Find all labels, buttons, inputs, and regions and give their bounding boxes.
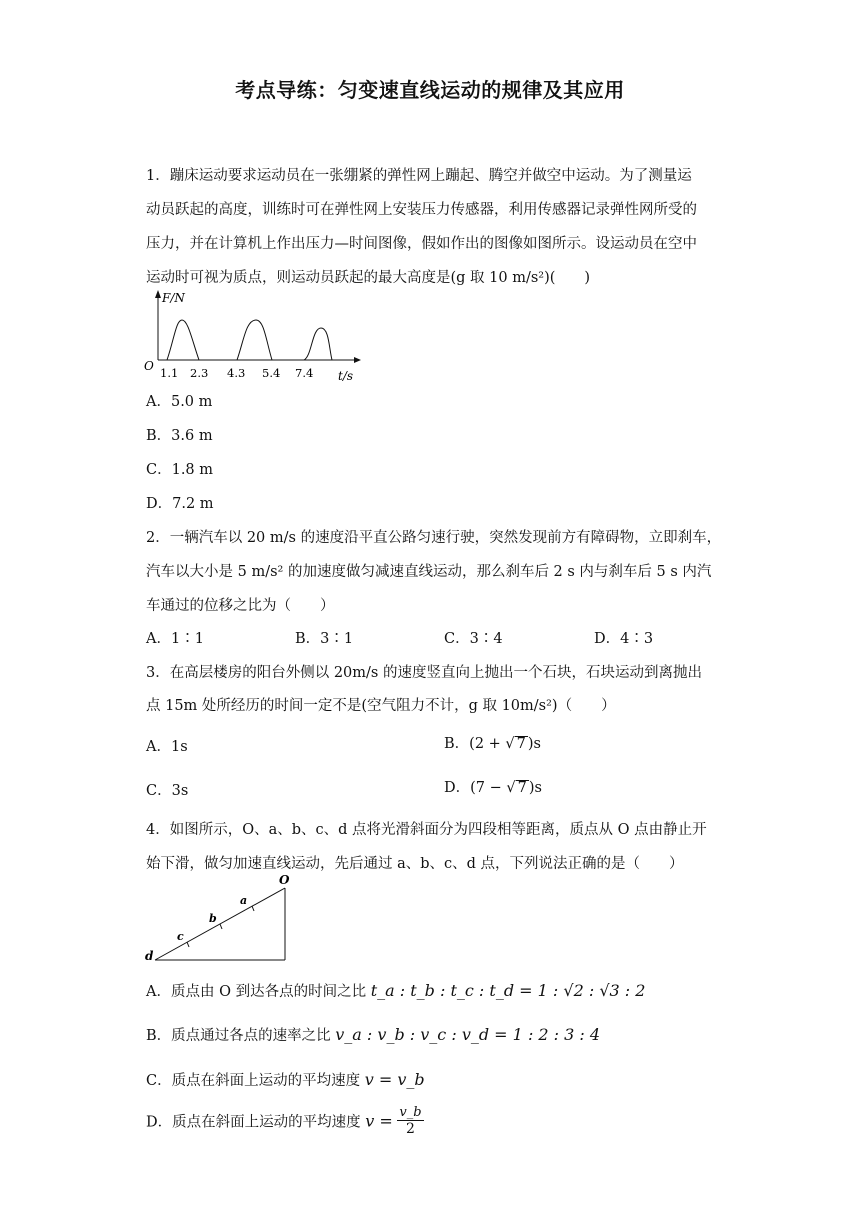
option-b-text: B．质点通过各点的速率之比 xyxy=(146,1028,331,1044)
y-axis-arrow xyxy=(155,290,161,298)
q3-option-b[interactable]: B．(2 + √ 7 )s xyxy=(444,736,541,752)
page-title: 考点导练：匀变速直线运动的规律及其应用 xyxy=(235,78,625,102)
tick-label: 2.3 xyxy=(190,366,209,380)
pulse-1 xyxy=(167,320,199,360)
label-c: c xyxy=(177,930,184,943)
q1-option-d[interactable]: D．7.2 m xyxy=(146,496,214,512)
q2-line-3: 车通过的位移之比为（ ） xyxy=(146,598,335,614)
tick-b xyxy=(220,924,222,929)
option-b-open: (2 + xyxy=(469,736,506,752)
label-b: b xyxy=(209,912,217,925)
label-d: d xyxy=(145,949,154,963)
label-o: O xyxy=(279,873,290,887)
q1-line-1: 1．蹦床运动要求运动员在一张绷紧的弹性网上蹦起、腾空并做空中运动。为了测量运 xyxy=(146,168,692,184)
option-d-prefix: D． xyxy=(444,780,471,796)
option-b-prefix: B． xyxy=(444,736,470,752)
incline-diagram xyxy=(140,868,300,966)
option-b-radicand: 7 xyxy=(516,736,526,752)
option-c-text: C．质点在斜面上运动的平均速度 xyxy=(146,1073,361,1089)
fraction-numerator: v_b xyxy=(399,1105,422,1120)
q3-option-c[interactable]: C．3s xyxy=(146,783,189,799)
q3-line-1: 3．在高层楼房的阳台外侧以 20m/s 的速度竖直向上抛出一个石块，石块运动到离抛出 xyxy=(146,665,702,681)
tick-label: 7.4 xyxy=(295,366,314,380)
option-d-radicand: 7 xyxy=(517,780,527,796)
q4-option-a[interactable] xyxy=(146,980,645,1001)
q1-option-a[interactable]: A．5.0 m xyxy=(146,394,213,410)
pulse-3 xyxy=(304,328,332,360)
x-axis-label: t/s xyxy=(338,369,354,383)
q2-option-b[interactable]: B．3∶1 xyxy=(295,631,354,647)
option-d-open: (7 − xyxy=(470,780,507,796)
q4-option-d[interactable] xyxy=(146,1105,424,1137)
tick-a xyxy=(252,906,254,911)
pulse-2 xyxy=(237,320,272,360)
tick-label: 5.4 xyxy=(262,366,281,380)
fraction-denominator: 2 xyxy=(406,1121,415,1137)
option-d-lhs: v = xyxy=(365,1111,393,1131)
q1-line-3: 压力，并在计算机上作出压力—时间图像，假如作出的图像如图所示。设运动员在空中 xyxy=(146,236,697,252)
q3-option-d[interactable]: D．(7 − √ 7 )s xyxy=(444,780,542,796)
x-axis-arrow xyxy=(354,357,361,363)
q2-option-c[interactable]: C．3∶4 xyxy=(444,631,503,647)
q2-option-d[interactable]: D．4∶3 xyxy=(594,631,654,647)
q4-option-b[interactable] xyxy=(146,1024,600,1045)
force-time-graph xyxy=(140,288,370,384)
q1-line-4: 运动时可视为质点，则运动员跃起的最大高度是(g 取 10 m/s²)( ) xyxy=(146,270,591,286)
tick-c xyxy=(187,942,189,947)
q4-line-1: 4．如图所示，O、a、b、c、d 点将光滑斜面分为四段相等距离，质点从 O 点由静止开 xyxy=(146,822,707,838)
q1-line-2: 动员跃起的高度，训练时可在弹性网上安装压力传感器，利用传感器记录弹性网所受的 xyxy=(146,202,697,218)
label-a: a xyxy=(240,894,248,907)
q2-line-2: 汽车以大小是 5 m/s² 的加速度做匀减速直线运动，那么刹车后 2 s 内与刹车后 5 s 内汽 xyxy=(146,564,712,580)
option-a-text: A．质点由 O 到达各点的时间之比 xyxy=(146,984,367,1000)
q2-option-a[interactable]: A．1∶1 xyxy=(146,631,204,647)
q1-option-c[interactable]: C．1.8 m xyxy=(146,462,214,478)
option-d-close: )s xyxy=(528,780,542,796)
option-d-fraction xyxy=(397,1105,423,1137)
tick-label: 1.1 xyxy=(160,366,179,380)
option-d-text: D．质点在斜面上运动的平均速度 xyxy=(146,1114,361,1131)
q3-line-2: 点 15m 处所经历的时间一定不是(空气阻力不计，g 取 10m/s²)（ ） xyxy=(146,698,616,714)
tick-label: 4.3 xyxy=(227,366,246,380)
option-b-close: )s xyxy=(527,736,541,752)
option-b-formula: v_a : v_b : v_c : v_d = 1 : 2 : 3 : 4 xyxy=(335,1025,601,1044)
q4-option-c[interactable] xyxy=(146,1069,425,1090)
y-axis-label: F/N xyxy=(162,291,185,305)
option-a-formula: t_a : t_b : t_c : t_d = 1 : √2 : √3 : 2 xyxy=(370,981,646,1000)
option-c-formula: v = v_b xyxy=(364,1070,425,1089)
q2-line-1: 2．一辆汽车以 20 m/s 的速度沿平直公路匀速行驶，突然发现前方有障碍物，立即刹车， xyxy=(146,530,722,546)
q1-option-b[interactable]: B．3.6 m xyxy=(146,428,213,444)
q4-line-2: 始下滑，做匀加速直线运动，先后通过 a、b、c、d 点，下列说法正确的是（ ） xyxy=(146,856,684,872)
q3-option-a[interactable]: A．1s xyxy=(146,739,188,755)
origin-label: O xyxy=(144,359,154,373)
